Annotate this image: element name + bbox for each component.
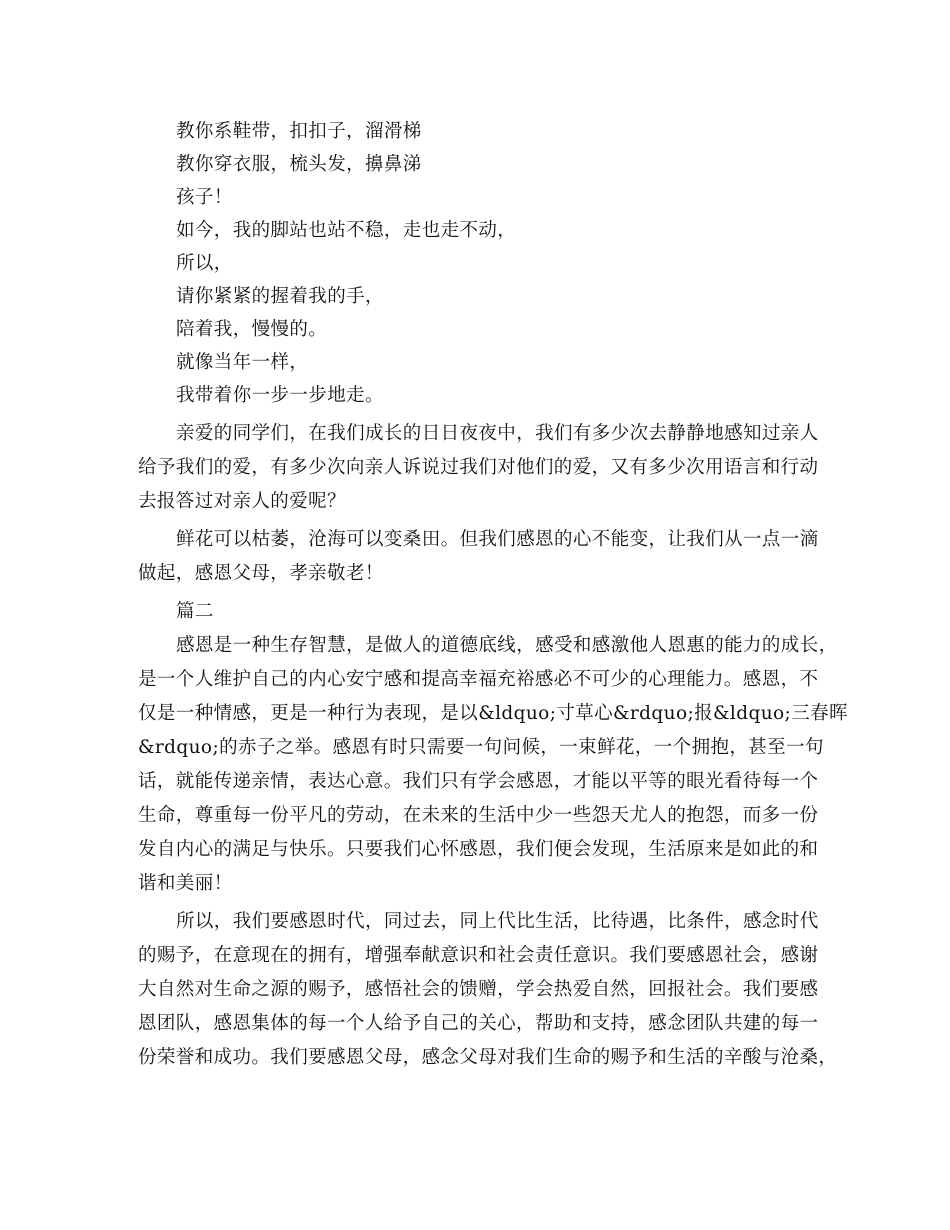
paragraph-line: 做起，感恩父母，孝亲敬老！ bbox=[138, 563, 384, 584]
paragraph-line: &rdquo;的赤子之举。感恩有时只需要一句问候，一束鲜花，一个拥抱，甚至一句 bbox=[138, 737, 824, 758]
poem-line: 请你紧紧的握着我的手， bbox=[176, 286, 384, 307]
poem-line: 就像当年一样， bbox=[176, 352, 309, 373]
paragraph-line: 生命，尊重每一份平凡的劳动，在未来的生活中少一些怨天尤人的抱怨，而多一份 bbox=[138, 805, 819, 826]
paragraph-line: 亲爱的同学们，在我们成长的日日夜夜中，我们有多少次去静静地感知过亲人 bbox=[176, 423, 819, 444]
poem-line: 陪着我，慢慢的。 bbox=[176, 319, 328, 340]
paragraph-line: 谐和美丽！ bbox=[138, 873, 233, 894]
poem-line: 教你穿衣服，梳头发，擤鼻涕 bbox=[176, 154, 422, 175]
paragraph-line: 大自然对生命之源的赐予，感悟社会的馈赠，学会热爱自然，回报社会。我们要感 bbox=[138, 979, 819, 1000]
paragraph-line: 所以，我们要感恩时代，同过去，同上代比生活，比待遇，比条件，感念时代 bbox=[176, 911, 819, 932]
poem-line: 孩子！ bbox=[176, 187, 233, 208]
paragraph-line: 是一个人维护自己的内心安宁感和提高幸福充裕感必不可少的心理能力。感恩，不 bbox=[138, 669, 819, 690]
paragraph-line: 话，就能传递亲情，表达心意。我们只有学会感恩，才能以平等的眼光看待每一个 bbox=[138, 771, 819, 792]
paragraph-line: 的赐予，在意现在的拥有，增强奉献意识和社会责任意识。我们要感恩社会，感谢 bbox=[138, 945, 819, 966]
paragraph-line: 鲜花可以枯萎，沧海可以变桑田。但我们感恩的心不能变，让我们从一点一滴 bbox=[176, 529, 819, 550]
paragraph-line: 恩团队，感恩集体的每一个人给予自己的关心，帮助和支持，感念团队共建的每一 bbox=[138, 1013, 819, 1034]
section-heading: 篇二 bbox=[176, 601, 214, 622]
paragraph-line: 感恩是一种生存智慧，是做人的道德底线，感受和感激他人恩惠的能力的成长， bbox=[176, 635, 838, 656]
poem-line: 教你系鞋带，扣扣子，溜滑梯 bbox=[176, 121, 422, 142]
paragraph-line: 发自内心的满足与快乐。只要我们心怀感恩，我们便会发现，生活原来是如此的和 bbox=[138, 839, 819, 860]
paragraph-line: 给予我们的爱，有多少次向亲人诉说过我们对他们的爱，又有多少次用语言和行动 bbox=[138, 457, 819, 478]
paragraph-line: 份荣誉和成功。我们要感恩父母，感念父母对我们生命的赐予和生活的辛酸与沧桑， bbox=[138, 1047, 838, 1068]
poem-line: 所以， bbox=[176, 253, 233, 274]
paragraph-line: 去报答过对亲人的爱呢？ bbox=[138, 491, 346, 512]
paragraph-line: 仅是一种情感，更是一种行为表现，是以&ldquo;寸草心&rdquo;报&ldquo;三春晖 bbox=[138, 703, 848, 724]
poem-line: 如今，我的脚站也站不稳，走也走不动， bbox=[176, 220, 517, 241]
poem-line: 我带着你一步一步地走。 bbox=[176, 385, 384, 406]
